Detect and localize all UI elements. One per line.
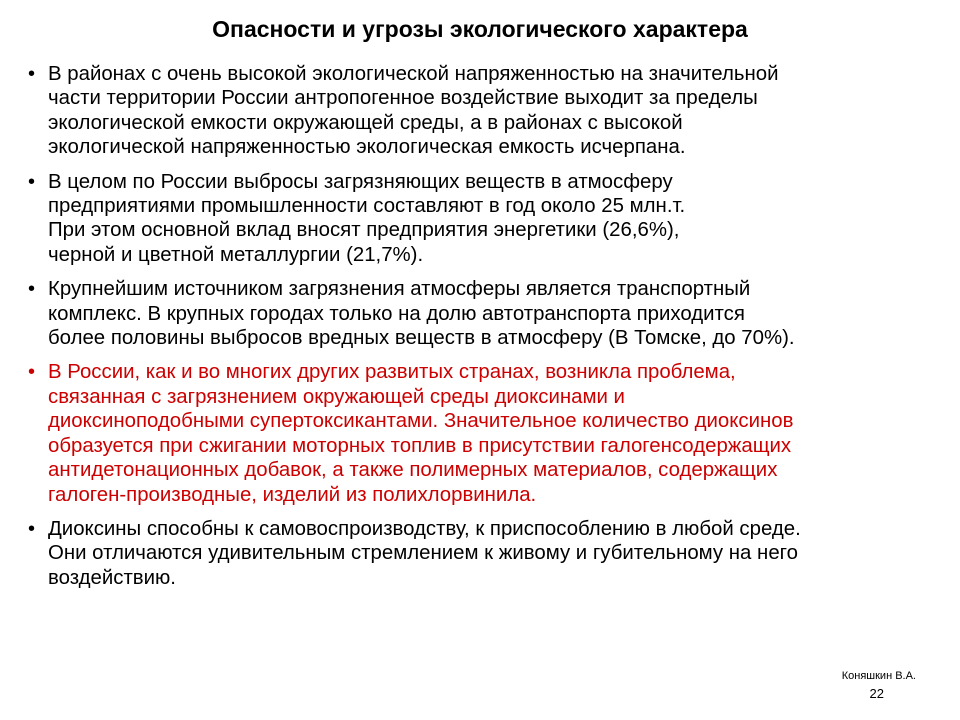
slide-title: Опасности и угрозы экологического характера <box>212 16 748 42</box>
bullet-text: В районах с очень высокой экологической напряженностью на значительной части территории России антропогенное воздействие выходит за пределы экологической емкости окружающей среды, а в районах с высокой экологической напряженностью экологическая емкость исчерпана. <box>48 63 779 159</box>
bullet-dot-icon: • <box>28 361 36 384</box>
footer-author: Коняшкин В.А. <box>841 670 916 682</box>
bullet-dot-icon: • <box>28 63 36 85</box>
bullet-item-3 <box>28 277 943 350</box>
bullet-item-1 <box>28 62 943 160</box>
bullet-text: В России, как и во многих других развитых странах, возникла проблема, связанная с загрязнением окружающей среды диоксинами и диоксиноподобными супертоксикантами. Значительное количество диоксинов образуется при сжигании моторных топлив в присутствии галогенсодержащих антидетонационных добавок, а также полимерных материалов, содержащих галоген-производные, изделий из полихлорвинила. <box>48 361 794 506</box>
bullet-text: Крупнейшим источником загрязнения атмосферы является транспортный комплекс. В крупных городах только на долю автотранспорта приходится более половины выбросов вредных веществ в атмосферу (В Томске, до 70%). <box>48 278 795 350</box>
bullet-dot-icon: • <box>28 278 36 301</box>
bullet-list <box>28 62 943 600</box>
bullet-text: В целом по России выбросы загрязняющих веществ в атмосферу предприятиями промышленности составляют в год около 25 млн.т. При этом основной вклад вносят предприятия энергетики (26,6%), черной и цветной металлургии (21,7%). <box>48 170 686 266</box>
bullet-item-4-highlighted <box>28 360 943 506</box>
bullet-dot-icon: • <box>28 517 36 540</box>
bullet-item-2 <box>28 170 943 268</box>
bullet-item-5 <box>28 517 943 590</box>
bullet-dot-icon: • <box>28 170 36 193</box>
page-number: 22 <box>869 686 884 701</box>
bullet-text: Диоксины способны к самовоспроизводству, к приспособлению в любой среде. Они отличаются удивительным стремлением к живому и губительному на него воздействию. <box>48 517 801 589</box>
